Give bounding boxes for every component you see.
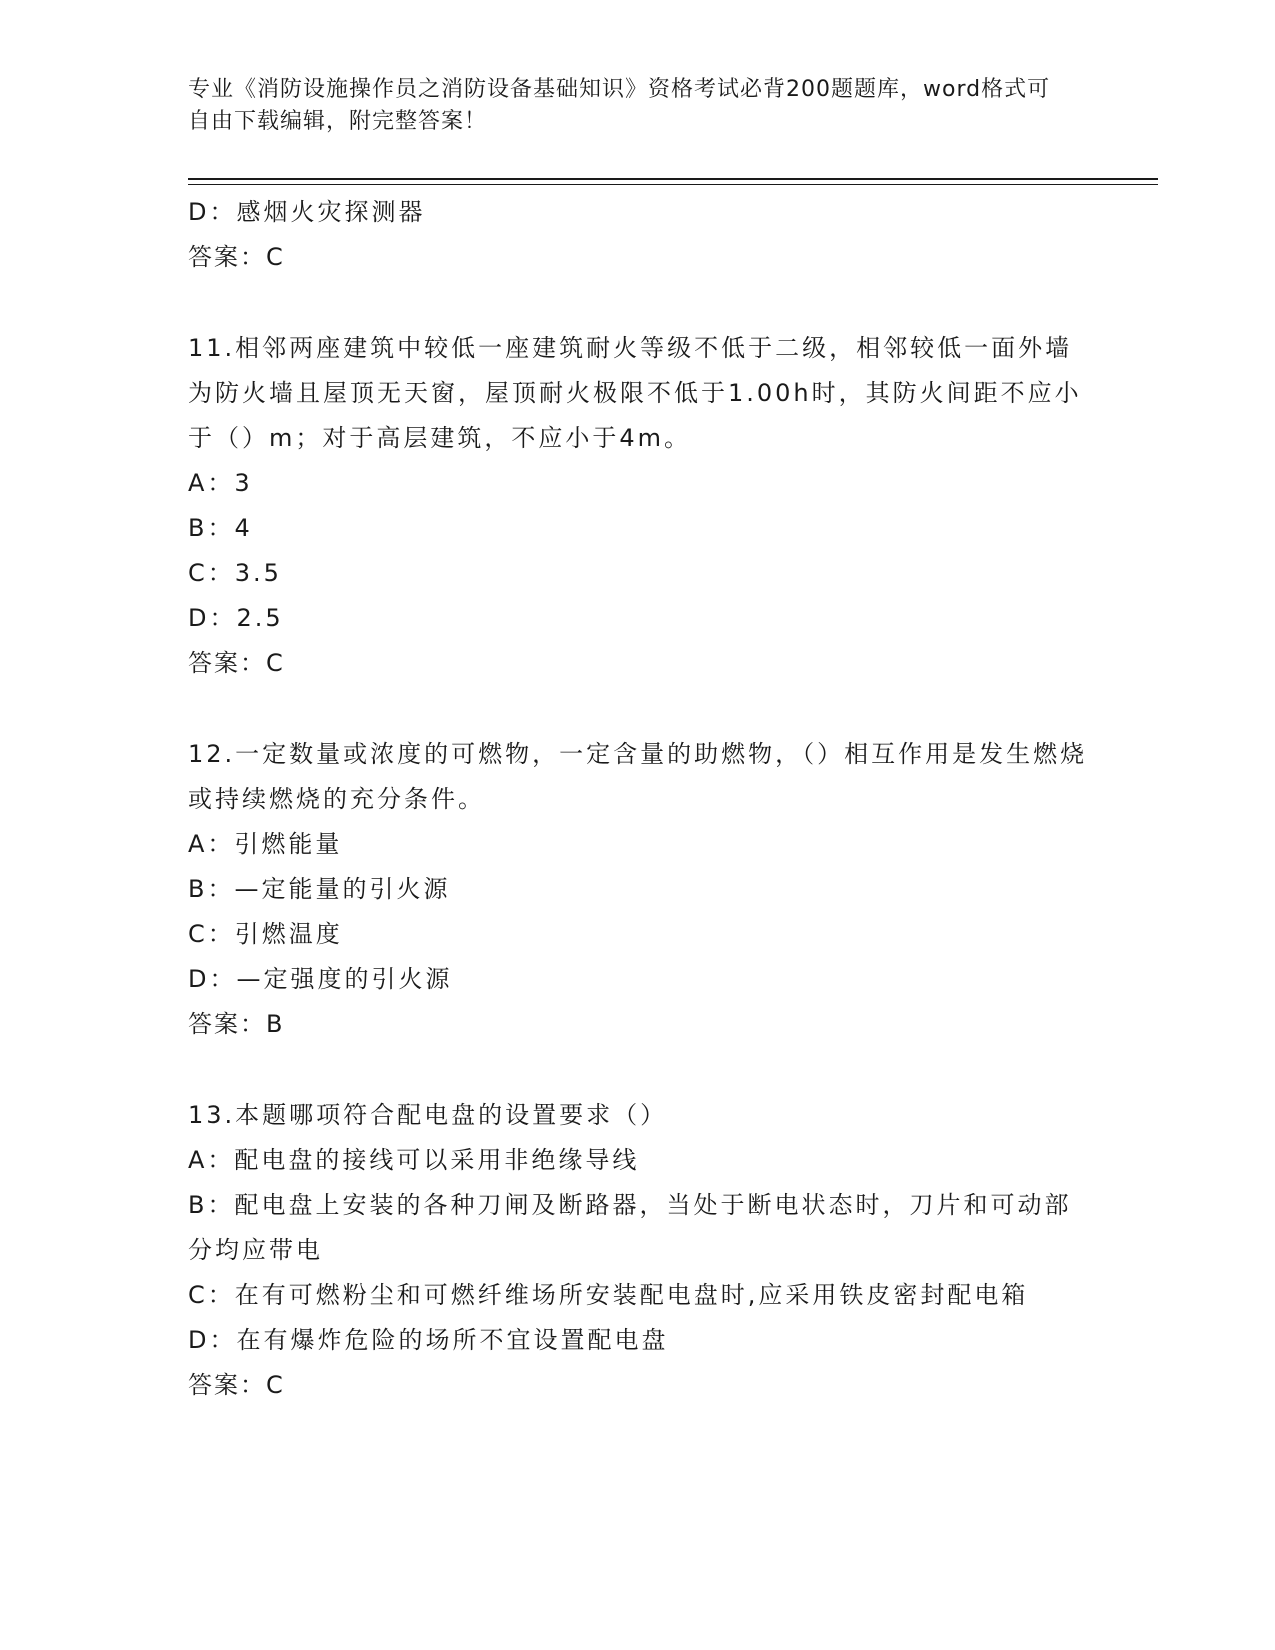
- option-a: A：引燃能量: [188, 830, 343, 858]
- question-text: 11.相邻两座建筑中较低一座建筑耐火等级不低于二级，相邻较低一面外墙为防火墙且屋顶无天窗，屋顶耐火极限不低于1.00h时，其防火间距不应小于（）m；对于高层建筑，不应小于4m。: [188, 334, 1082, 452]
- question-11: [188, 326, 1088, 686]
- option-b: B：4: [188, 514, 253, 542]
- answer: 答案：C: [188, 243, 285, 271]
- option-a: A：配电盘的接线可以采用非绝缘导线: [188, 1146, 640, 1174]
- question-content: [188, 190, 1088, 1408]
- question-13: [188, 1093, 1088, 1408]
- option-d: D：2.5: [188, 604, 284, 632]
- question-text: 12.一定数量或浓度的可燃物，一定含量的助燃物，（）相互作用是发生燃烧或持续燃烧的充分条件。: [188, 740, 1088, 813]
- spacer: [188, 686, 1088, 732]
- question-text: 13.本题哪项符合配电盘的设置要求（）: [188, 1101, 668, 1129]
- option-d: D：在有爆炸危险的场所不宜设置配电盘: [188, 1326, 669, 1354]
- header-rule-thick: [188, 178, 1158, 180]
- option-b: B：—定能量的引火源: [188, 875, 451, 903]
- option-a: A：3: [188, 469, 253, 497]
- spacer: [188, 280, 1088, 326]
- option-c: C：在有可燃粉尘和可燃纤维场所安装配电盘时,应采用铁皮密封配电箱: [188, 1281, 1029, 1309]
- spacer: [188, 1047, 1088, 1093]
- header-rule-thin: [188, 184, 1158, 185]
- option-c: C：3.5: [188, 559, 282, 587]
- option-d: D：感烟火灾探测器: [188, 198, 426, 226]
- answer: 答案：C: [188, 649, 285, 677]
- option-d: D：—定强度的引火源: [188, 965, 453, 993]
- option-c: C：引燃温度: [188, 920, 343, 948]
- document-header: 专业《消防设施操作员之消防设备基础知识》资格考试必背200题题库，word格式可自由下载编辑，附完整答案！: [188, 77, 1051, 134]
- answer: 答案：C: [188, 1371, 285, 1399]
- question-12: [188, 732, 1088, 1047]
- answer: 答案：B: [188, 1010, 285, 1038]
- option-b: B：配电盘上安装的各种刀闸及断路器，当处于断电状态时，刀片和可动部分均应带电: [188, 1191, 1072, 1264]
